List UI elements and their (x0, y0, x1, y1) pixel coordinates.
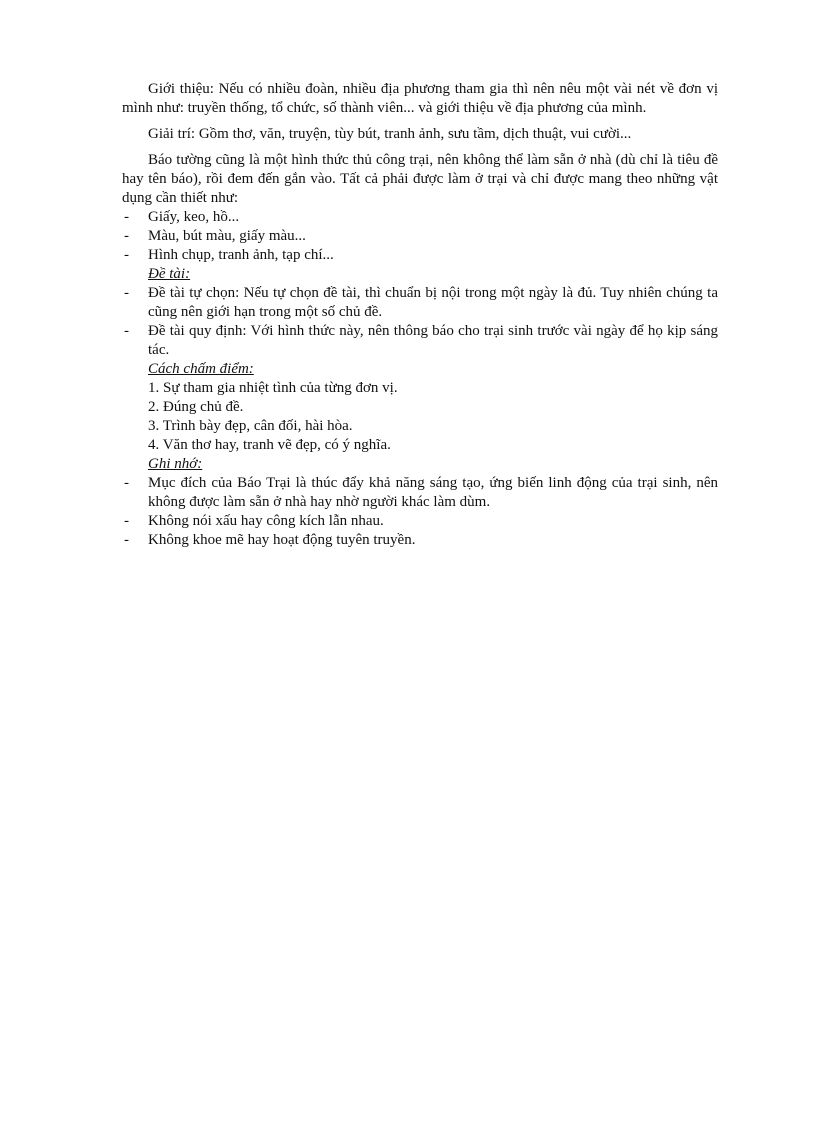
ghi-nho-item (122, 474, 718, 512)
de-tai-item (122, 284, 718, 322)
scoring-item: 1. Sự tham gia nhiệt tình của từng đơn vị. (148, 380, 398, 396)
dash-marker: - (124, 209, 129, 225)
ghi-nho-item-text: Mục đích của Báo Trại là thúc đẩy khả năng sáng tạo, ứng biến linh động của trại sinh, nên không được làm sẵn ở nhà hay nhờ người khác làm dùm. (148, 475, 718, 510)
supply-item-text: Giấy, keo, hồ... (148, 209, 240, 225)
scoring-item: 4. Văn thơ hay, tranh vẽ đẹp, có ý nghĩa. (148, 437, 391, 453)
document-body (122, 80, 718, 550)
de-tai-item-text: Đề tài quy định: Với hình thức này, nên thông báo cho trại sinh trước vài ngày để họ kịp sáng tác. (148, 323, 718, 358)
dash-marker: - (124, 513, 129, 529)
dash-marker: - (124, 475, 129, 491)
supply-item (122, 208, 718, 227)
supply-item-text: Hình chụp, tranh ảnh, tạp chí... (148, 247, 334, 263)
scoring-item: 3. Trình bày đẹp, cân đối, hài hòa. (148, 418, 353, 434)
paragraph-gioi-thieu: Giới thiệu: Nếu có nhiều đoàn, nhiều địa phương tham gia thì nên nêu một vài nét về đơn vị mình như: truyền thống, tổ chức, số thành viên... và giới thiệu về địa phương của mình. (122, 81, 718, 116)
dash-marker: - (124, 323, 129, 339)
ghi-nho-item (122, 512, 718, 531)
dash-marker: - (124, 285, 129, 301)
ghi-nho-item-text: Không nói xấu hay công kích lẫn nhau. (148, 513, 384, 529)
ghi-nho-item-text: Không khoe mẽ hay hoạt động tuyên truyền. (148, 532, 416, 548)
paragraph-giai-tri: Giải trí: Gồm thơ, văn, truyện, tùy bút, tranh ảnh, sưu tầm, dịch thuật, vui cười... (148, 126, 632, 142)
ghi-nho-item (122, 531, 718, 550)
supply-item (122, 246, 718, 265)
heading-cach-cham-diem: Cách chấm điểm: (148, 361, 254, 377)
heading-de-tai: Đề tài: (148, 266, 191, 282)
dash-marker: - (124, 247, 129, 263)
supply-item-text: Màu, bút màu, giấy màu... (148, 228, 306, 244)
supply-item (122, 227, 718, 246)
de-tai-item (122, 322, 718, 360)
dash-marker: - (124, 532, 129, 548)
heading-ghi-nho: Ghi nhớ: (148, 456, 203, 472)
de-tai-item-text: Đề tài tự chọn: Nếu tự chọn đề tài, thì chuẩn bị nội trong một ngày là đủ. Tuy nhiên chúng ta cũng nên giới hạn trong một số chủ đề. (148, 285, 718, 320)
dash-marker: - (124, 228, 129, 244)
scoring-item: 2. Đúng chủ đề. (148, 399, 244, 415)
paragraph-bao-tuong: Báo tường cũng là một hình thức thủ công trại, nên không thể làm sẵn ở nhà (dù chỉ là tiêu đề hay tên báo), rồi đem đến gắn vào. Tất cả phải được làm ở trại và chỉ được mang theo những vật dụng cần thiết như: (122, 152, 718, 206)
